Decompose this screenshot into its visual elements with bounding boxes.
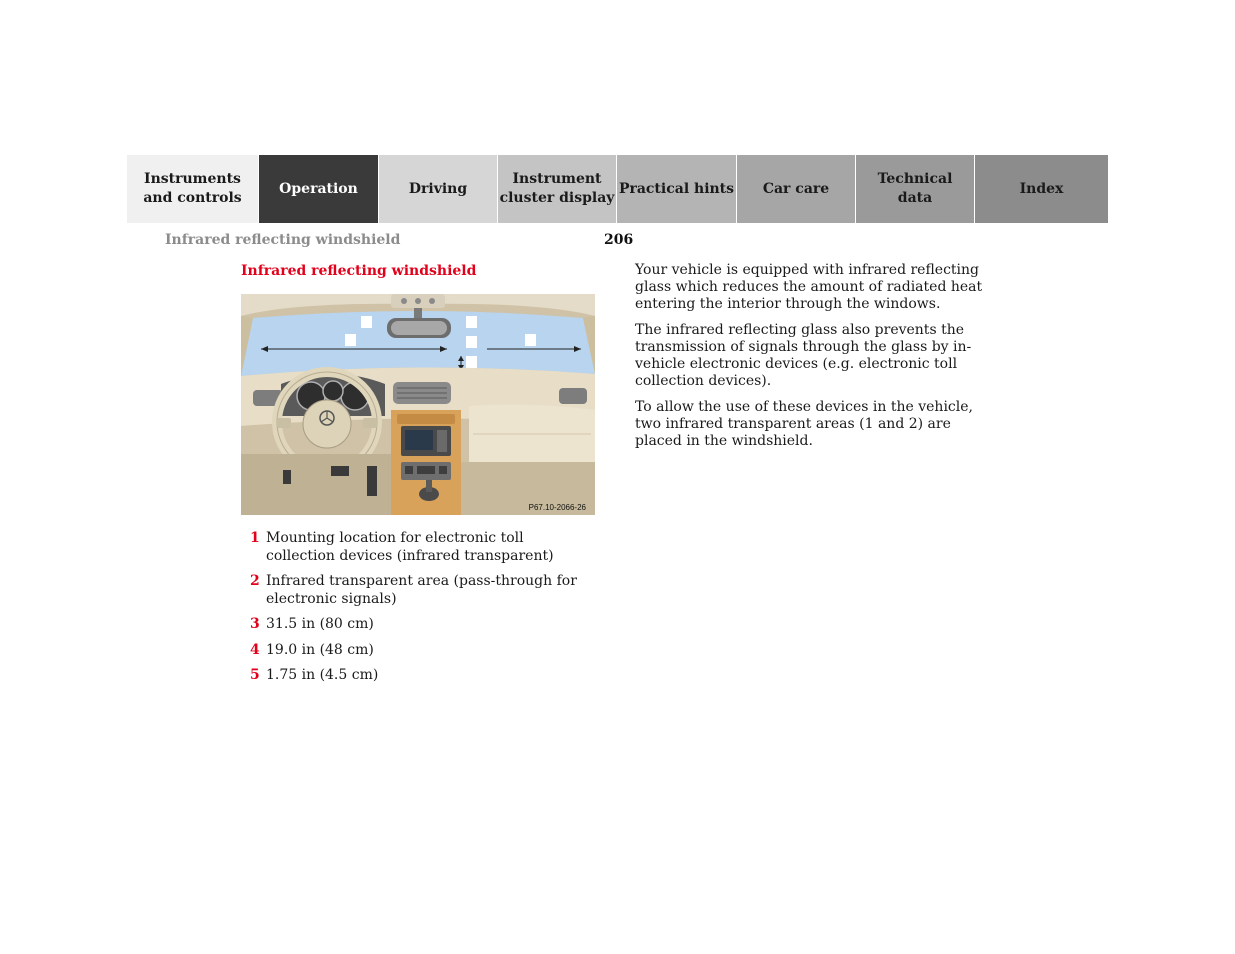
legend-item	[241, 530, 591, 565]
chapter-tabs	[127, 155, 1108, 223]
legend-text: Infrared transparent area (pass-through for electronic signals)	[266, 573, 577, 607]
legend-item	[241, 573, 591, 608]
legend-item	[241, 642, 591, 660]
legend-number: 5	[250, 667, 260, 683]
body-paragraph: To allow the use of these devices in the vehicle, two infrared transparent areas (1 and 2) are placed in the windshield.	[635, 399, 973, 449]
legend-text: 31.5 in (80 cm)	[266, 616, 374, 632]
page-number: 206	[604, 232, 634, 248]
legend-number: 2	[250, 573, 260, 589]
body-paragraph: The infrared reflecting glass also prevents the transmission of signals through the glass by in-vehicle electronic devices (e.g. electronic toll collection devices).	[635, 322, 972, 389]
legend-text: Mounting location for electronic toll collection devices (infrared transparent)	[266, 530, 554, 564]
legend-item	[241, 616, 591, 634]
legend-number: 3	[250, 616, 260, 632]
tab-index[interactable]: Index	[975, 155, 1108, 223]
tab-operation[interactable]: Operation	[259, 155, 379, 223]
section-title: Infrared reflecting windshield	[241, 263, 477, 279]
tab-technical-data[interactable]: Technical data	[856, 155, 975, 223]
figure-code: P67.10-2066-26	[528, 503, 586, 512]
tab-practical-hints[interactable]: Practical hints	[617, 155, 737, 223]
body-paragraph: Your vehicle is equipped with infrared reflecting glass which reduces the amount of radiated heat entering the interior through the windows.	[635, 262, 983, 312]
running-header: Infrared reflecting windshield	[165, 232, 401, 248]
tab-instrument-cluster-display[interactable]: Instrument cluster display	[498, 155, 617, 223]
legend-text: 1.75 in (4.5 cm)	[266, 667, 379, 683]
body-text	[635, 262, 995, 459]
tab-instruments-and-controls[interactable]: Instruments and controls	[127, 155, 259, 223]
tab-driving[interactable]: Driving	[379, 155, 498, 223]
windshield-diagram	[241, 294, 595, 515]
legend-list	[241, 530, 591, 693]
legend-text: 19.0 in (48 cm)	[266, 641, 374, 658]
tab-car-care[interactable]: Car care	[737, 155, 856, 223]
legend-number: 4	[250, 641, 260, 658]
legend-number: 1	[250, 530, 260, 546]
windshield-illustration	[241, 294, 595, 515]
legend-item	[241, 667, 591, 685]
